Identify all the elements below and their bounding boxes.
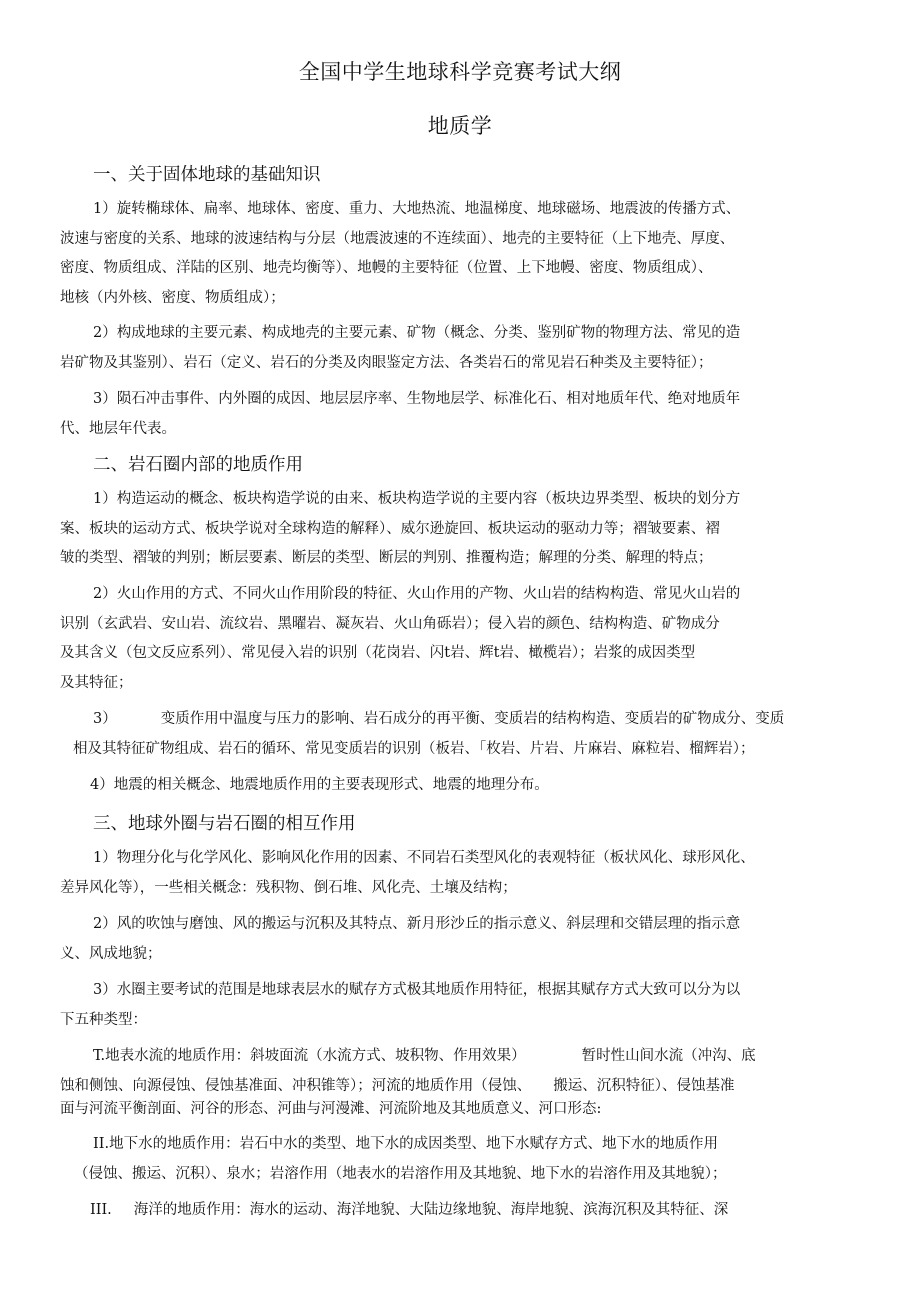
paragraph-3-2 bbox=[60, 910, 740, 969]
paragraph-1-2 bbox=[60, 319, 740, 378]
section-heading-2: 二、岩石圈内部的地质作用 bbox=[93, 455, 303, 475]
paragraph-line: 变质作用中温度与压力的影响、岩石成分的再平衡、变质岩的结构构造、变质岩的矿物成分、变质 bbox=[160, 711, 785, 727]
paragraph-line: 相及其特征矿物组成、岩石的循环、常见变质岩的识别（板岩、「枚岩、片岩、片麻岩、麻粒岩、榴辉岩）； bbox=[73, 740, 755, 757]
document-subtitle: 地质学 bbox=[427, 114, 493, 138]
item-number: III. bbox=[90, 1202, 112, 1218]
paragraph-2-3 bbox=[60, 705, 784, 764]
paragraph-line: 皱的类型、褶皱的判别；断层要素、断层的类型、断层的判别、推覆构造；解理的分类、解理的特点； bbox=[60, 550, 713, 566]
paragraph-3-4 bbox=[60, 1042, 756, 1125]
paragraph-line: 密度、物质组成、洋陆的区别、地壳均衡等）、地幔的主要特征（位置、上下地幔、密度、物质组成）、 bbox=[60, 260, 713, 276]
paragraph-2-1 bbox=[60, 485, 740, 574]
document-title: 全国中学生地球科学竞赛考试大纲 bbox=[298, 60, 622, 84]
paragraph-line: II.地下水的地质作用：岩石中水的类型、地下水的成因类型、地下水赋存方式、地下水的地质作用 bbox=[93, 1136, 719, 1152]
paragraph-line: 地核（内外核、密度、物质组成）； bbox=[60, 289, 285, 306]
paragraph-line: 暂时性山间水流（冲沟、底 bbox=[581, 1048, 756, 1064]
paragraph-1-3 bbox=[60, 385, 740, 444]
paragraph-line: 案、板块的运动方式、板块学说对全球构造的解释）、威尔逊旋回、板块运动的驱动力等；褶皱要素、褶 bbox=[60, 520, 720, 537]
paragraph-line: 差异风化等），一些相关概念：残积物、倒石堆、风化壳、土壤及结构； bbox=[60, 879, 517, 896]
paragraph-line: 2）风的吹蚀与磨蚀、风的搬运与沉积及其特点、新月形沙丘的指示意义、斜层理和交错层理的指示意 bbox=[93, 916, 741, 932]
paragraph-line: 1）旋转椭球体、扁率、地球体、密度、重力、大地热流、地温梯度、地球磁场、地震波的传播方式、 bbox=[93, 201, 741, 217]
paragraph-line: T.地表水流的地质作用：斜坡面流（水流方式、坡积物、作用效果） bbox=[93, 1048, 526, 1064]
paragraph-2-4 bbox=[60, 771, 549, 801]
paragraph-line: 搬运、沉积特征）、侵蚀基准 bbox=[553, 1077, 735, 1094]
paragraph-line: （侵蚀、搬运、沉积）、泉水；岩溶作用（地表水的岩溶作用及其地貌、地下水的岩溶作用及其地貌）； bbox=[74, 1165, 727, 1182]
paragraph-3-5 bbox=[60, 1130, 727, 1189]
item-number: 3） bbox=[93, 711, 117, 727]
paragraph-line: 及其特征； bbox=[60, 674, 133, 691]
paragraph-line: 波速与密度的关系、地球的波速结构与分层（地震波速的不连续面）、地壳的主要特征（上下地壳、厚度、 bbox=[60, 230, 735, 247]
paragraph-2-2 bbox=[60, 580, 740, 698]
paragraph-line: 4）地震的相关概念、地震地质作用的主要表现形式、地震的地理分布。 bbox=[90, 777, 549, 793]
section-heading-1: 一、关于固体地球的基础知识 bbox=[93, 165, 321, 185]
paragraph-line: 代、地层年代表。 bbox=[60, 420, 176, 437]
paragraph-3-1 bbox=[60, 844, 755, 903]
section-heading-3: 三、地球外圈与岩石圈的相互作用 bbox=[93, 814, 356, 834]
paragraph-line: 海洋的地质作用：海水的运动、海洋地貌、大陆边缘地貌、海岸地貌、滨海沉积及其特征、深 bbox=[133, 1202, 729, 1218]
paragraph-line: 2）火山作用的方式、不同火山作用阶段的特征、火山作用的产物、火山岩的结构构造、常见火山岩的 bbox=[93, 586, 741, 602]
paragraph-line: 识别（玄武岩、安山岩、流纹岩、黑曜岩、凝灰岩、火山角砾岩）；侵入岩的颜色、结构构造、矿物成分 bbox=[60, 615, 720, 632]
paragraph-line: 岩矿物及其鉴别）、岩石（定义、岩石的分类及肉眼鉴定方法、各类岩石的常见岩石种类及主要特征）； bbox=[60, 354, 713, 371]
paragraph-3-6 bbox=[60, 1196, 728, 1226]
paragraph-line: 2）构成地球的主要元素、构成地壳的主要元素、矿物（概念、分类、鉴别矿物的物理方法、常见的造 bbox=[93, 325, 741, 341]
paragraph-1-1 bbox=[60, 195, 740, 313]
paragraph-line: 面与河流平衡剖面、河谷的形态、河曲与河漫滩、河流阶地及其地质意义、河口形态: bbox=[60, 1101, 602, 1117]
paragraph-line: 1）构造运动的概念、板块构造学说的由来、板块构造学说的主要内容（板块边界类型、板块的划分方 bbox=[93, 491, 741, 507]
paragraph-line: 1）物理分化与化学风化、影响风化作用的因素、不同岩石类型风化的表观特征（板状风化、球形风化、 bbox=[93, 850, 755, 866]
paragraph-line: 下五种类型： bbox=[60, 1011, 147, 1028]
paragraph-line: 义、风成地貌； bbox=[60, 945, 162, 962]
paragraph-line: 3）陨石冲击事件、内外圈的成因、地层层序率、生物地层学、标准化石、相对地质年代、绝对地质年 bbox=[93, 391, 741, 407]
paragraph-line: 及其含义（包文反应系列）、常见侵入岩的识别（花岗岩、闪t岩、辉t岩、橄榄岩）；岩浆的成因类型 bbox=[60, 645, 696, 661]
paragraph-line: 蚀和侧蚀、向源侵蚀、侵蚀基准面、冲积锥等）；河流的地质作用（侵蚀、 bbox=[60, 1077, 532, 1094]
paragraph-3-3 bbox=[60, 976, 740, 1035]
paragraph-line: 3）水圈主要考试的范围是地球表层水的赋存方式极其地质作用特征，根据其赋存方式大致可以分为以 bbox=[93, 982, 741, 998]
